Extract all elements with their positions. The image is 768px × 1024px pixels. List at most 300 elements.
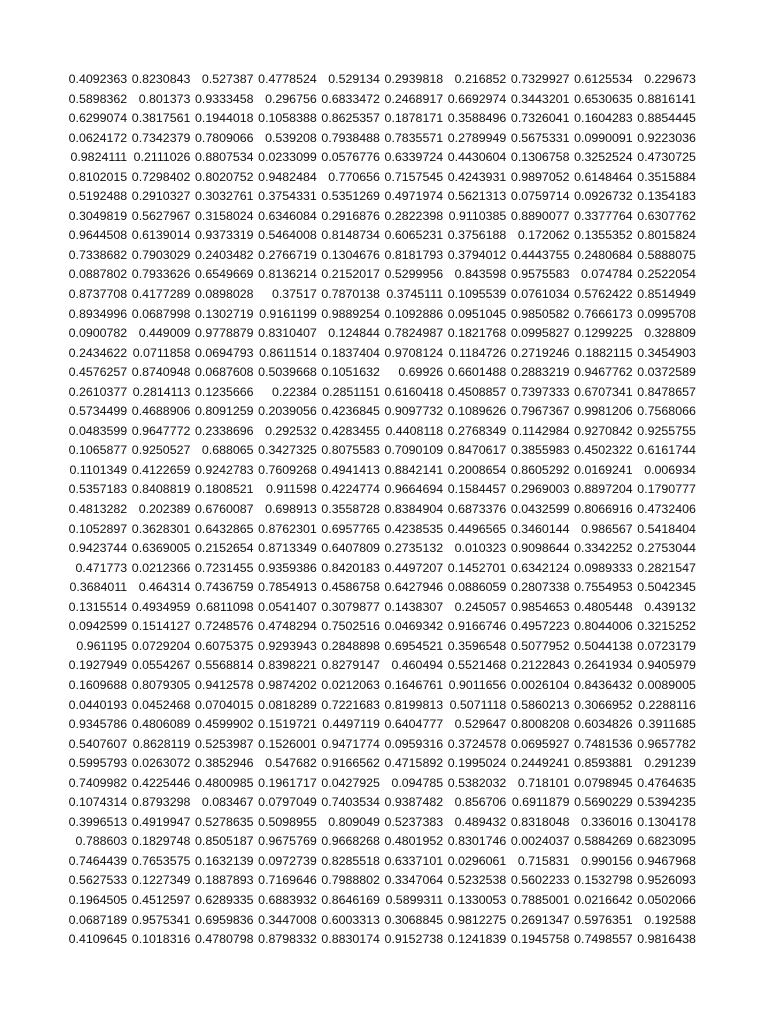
table-cell: 0.4225446 bbox=[131, 775, 191, 790]
table-cell: 0.4092363 bbox=[68, 72, 128, 86]
table-cell: 0.9812275 bbox=[447, 912, 507, 927]
table-cell: 0.8091259 bbox=[194, 404, 254, 419]
table-cell: 0.6034826 bbox=[574, 717, 633, 732]
table-cell: 0.688065 bbox=[201, 443, 254, 458]
table-cell: 0.0995708 bbox=[637, 306, 696, 321]
table-cell: 0.8181793 bbox=[384, 247, 444, 262]
table-cell: 0.6299074 bbox=[68, 111, 128, 126]
table-cell: 0.6811098 bbox=[195, 599, 254, 614]
table-cell: 0.8008208 bbox=[510, 717, 570, 732]
table-cell: 0.8793298 bbox=[131, 795, 191, 810]
table-cell: 0.1315514 bbox=[68, 599, 128, 614]
table-cell: 0.2916876 bbox=[321, 208, 380, 223]
table-cell: 0.5762422 bbox=[574, 287, 633, 302]
table-cell: 0.4224774 bbox=[321, 482, 380, 497]
table-cell: 0.6339724 bbox=[384, 150, 444, 165]
table-cell: 0.1306758 bbox=[510, 150, 570, 165]
table-cell: 0.1065877 bbox=[68, 443, 128, 458]
table-cell: 0.6139014 bbox=[131, 228, 191, 243]
table-cell: 0.8020752 bbox=[194, 169, 254, 184]
table-cell: 0.8514949 bbox=[637, 287, 696, 302]
table-row bbox=[64, 578, 696, 598]
table-cell: 0.3215252 bbox=[637, 619, 696, 634]
table-cell: 0.8279147 bbox=[321, 658, 380, 673]
table-cell: 0.3443201 bbox=[510, 91, 570, 106]
table-cell: 0.7903029 bbox=[131, 247, 191, 262]
table-cell: 0.074784 bbox=[581, 267, 633, 282]
table-cell: 0.4512597 bbox=[131, 892, 191, 907]
table-cell: 0.0694793 bbox=[194, 345, 254, 360]
table-row bbox=[64, 871, 696, 891]
table-cell: 0.1878171 bbox=[384, 111, 444, 126]
table-cell: 0.2848898 bbox=[321, 638, 380, 653]
table-cell: 0.0541407 bbox=[258, 599, 317, 614]
table-cell: 0.5278635 bbox=[194, 814, 254, 829]
table-cell: 0.1821768 bbox=[447, 326, 507, 341]
table-cell: 0.7502516 bbox=[321, 619, 380, 634]
table-cell: 0.5237383 bbox=[384, 814, 444, 829]
table-cell: 0.9664694 bbox=[384, 482, 444, 497]
table-cell: 0.4957223 bbox=[510, 619, 570, 634]
table-cell: 0.7988802 bbox=[321, 873, 380, 888]
table-cell: 0.9373319 bbox=[194, 228, 254, 243]
table-cell: 0.6404777 bbox=[384, 717, 444, 732]
table-cell: 0.0972739 bbox=[258, 853, 317, 868]
table-cell: 0.8310407 bbox=[258, 326, 317, 341]
table-row bbox=[64, 187, 696, 207]
table-cell: 0.6161744 bbox=[637, 443, 696, 458]
table-cell: 0.4688906 bbox=[131, 404, 191, 419]
table-cell: 0.1995024 bbox=[447, 756, 507, 771]
table-cell: 0.1604283 bbox=[574, 111, 633, 126]
table-cell: 0.4586758 bbox=[321, 580, 380, 595]
table-cell: 0.4236845 bbox=[321, 404, 380, 419]
table-cell: 0.0440193 bbox=[68, 697, 128, 712]
table-cell: 0.8646169 bbox=[321, 892, 380, 907]
table-cell: 0.336016 bbox=[581, 814, 633, 829]
table-cell: 0.6342124 bbox=[510, 560, 570, 575]
table-cell: 0.0995827 bbox=[510, 326, 570, 341]
table-cell: 0.5621313 bbox=[447, 189, 507, 204]
table-cell: 0.202389 bbox=[138, 502, 191, 517]
table-cell: 0.229673 bbox=[644, 72, 696, 86]
table-cell: 0.0296061 bbox=[447, 853, 507, 868]
table-cell: 0.9778879 bbox=[194, 326, 254, 341]
table-cell: 0.6707341 bbox=[574, 384, 633, 399]
table-cell: 0.8611514 bbox=[259, 345, 317, 360]
table-cell: 0.5253987 bbox=[194, 736, 254, 751]
table-cell: 0.961195 bbox=[76, 638, 128, 653]
table-cell: 0.1829748 bbox=[131, 834, 191, 849]
table-cell: 0.3347064 bbox=[384, 873, 444, 888]
table-cell: 0.7933626 bbox=[131, 267, 191, 282]
table-cell: 0.0212063 bbox=[321, 677, 380, 692]
table-cell: 0.0233099 bbox=[258, 150, 317, 165]
table-cell: 0.1184726 bbox=[448, 345, 507, 360]
table-cell: 0.9471774 bbox=[321, 736, 380, 751]
table-cell: 0.0798945 bbox=[574, 775, 633, 790]
table-row bbox=[64, 852, 696, 872]
table-cell: 0.6407809 bbox=[321, 541, 380, 556]
table-cell: 0.0898028 bbox=[194, 287, 254, 302]
table-cell: 0.3252524 bbox=[574, 150, 633, 165]
table-row bbox=[64, 70, 696, 90]
table-cell: 0.6601488 bbox=[447, 365, 507, 380]
table-row bbox=[64, 422, 696, 442]
table-cell: 0.8737708 bbox=[68, 287, 128, 302]
table-cell: 0.2768349 bbox=[447, 423, 507, 438]
table-cell: 0.4732406 bbox=[637, 502, 696, 517]
table-cell: 0.529647 bbox=[454, 717, 507, 732]
table-cell: 0.856706 bbox=[454, 795, 507, 810]
table-cell: 0.8285518 bbox=[321, 853, 380, 868]
table-cell: 0.6432865 bbox=[194, 521, 254, 536]
table-cell: 0.3049819 bbox=[68, 208, 128, 223]
table-row bbox=[64, 226, 696, 246]
table-cell: 0.990156 bbox=[581, 853, 633, 868]
table-cell: 0.7498557 bbox=[574, 932, 633, 947]
table-cell: 0.0554267 bbox=[131, 658, 191, 673]
table-cell: 0.7824987 bbox=[384, 326, 444, 341]
table-cell: 0.1927949 bbox=[68, 658, 128, 673]
table-cell: 0.3794012 bbox=[447, 247, 507, 262]
table-cell: 0.2814113 bbox=[132, 384, 191, 399]
table-cell: 0.3427325 bbox=[258, 443, 317, 458]
table-cell: 0.9467762 bbox=[574, 365, 633, 380]
table-cell: 0.9708124 bbox=[384, 345, 444, 360]
table-row bbox=[64, 793, 696, 813]
table-cell: 0.9850582 bbox=[510, 306, 570, 321]
table-cell: 0.5382032 bbox=[447, 775, 507, 790]
table-cell: 0.2403482 bbox=[194, 247, 254, 262]
table-row bbox=[64, 774, 696, 794]
table-cell: 0.0687189 bbox=[68, 912, 128, 927]
table-cell: 0.5888075 bbox=[637, 247, 696, 262]
table-cell: 0.1790777 bbox=[637, 482, 696, 497]
table-cell: 0.2434622 bbox=[68, 345, 128, 360]
table-cell: 0.2122843 bbox=[510, 658, 570, 673]
table-cell: 0.3454903 bbox=[637, 345, 696, 360]
table-cell: 0.3628301 bbox=[131, 521, 191, 536]
table-cell: 0.4238535 bbox=[384, 521, 444, 536]
table-cell: 0.7409982 bbox=[68, 775, 128, 790]
table-cell: 0.801373 bbox=[138, 91, 191, 106]
table-row bbox=[64, 891, 696, 911]
table-cell: 0.4576257 bbox=[68, 365, 128, 380]
table-cell: 0.1632139 bbox=[194, 853, 254, 868]
table-cell: 0.1837404 bbox=[321, 345, 380, 360]
table-cell: 0.3558728 bbox=[321, 502, 380, 517]
table-cell: 0.296756 bbox=[265, 91, 317, 106]
table-cell: 0.9161199 bbox=[259, 306, 317, 321]
table-cell: 0.245057 bbox=[454, 599, 507, 614]
table-cell: 0.3079877 bbox=[321, 599, 380, 614]
table-cell: 0.9644508 bbox=[68, 228, 128, 243]
table-cell: 0.0483599 bbox=[68, 423, 128, 438]
table-cell: 0.3588496 bbox=[447, 111, 507, 126]
table-cell: 0.1526001 bbox=[258, 736, 317, 751]
table-cell: 0.6549669 bbox=[194, 267, 254, 282]
table-cell: 0.2338696 bbox=[194, 423, 254, 438]
table-cell: 0.4971974 bbox=[384, 189, 444, 204]
table-cell: 0.3756188 bbox=[447, 228, 507, 243]
table-cell: 0.4800985 bbox=[194, 775, 254, 790]
table-cell: 0.2822398 bbox=[384, 208, 444, 223]
table-cell: 0.0887802 bbox=[68, 267, 128, 282]
table-cell: 0.6369005 bbox=[131, 541, 191, 556]
table-cell: 0.8044006 bbox=[574, 619, 633, 634]
table-cell: 0.9242783 bbox=[194, 462, 254, 477]
table-cell: 0.7221683 bbox=[321, 697, 380, 712]
table-cell: 0.4283455 bbox=[321, 423, 380, 438]
table-cell: 0.9575583 bbox=[510, 267, 570, 282]
table-cell: 0.1532798 bbox=[574, 873, 633, 888]
table-cell: 0.7854913 bbox=[258, 580, 317, 595]
table-row bbox=[64, 930, 696, 950]
table-cell: 0.6911879 bbox=[511, 795, 570, 810]
table-cell: 0.2522054 bbox=[637, 267, 696, 282]
table-cell: 0.3855983 bbox=[510, 443, 570, 458]
table-cell: 0.7464439 bbox=[68, 853, 128, 868]
table-cell: 0.0089005 bbox=[637, 677, 696, 692]
table-cell: 0.4109645 bbox=[68, 932, 128, 947]
table-cell: 0.4941413 bbox=[321, 462, 380, 477]
table-cell: 0.3852946 bbox=[194, 756, 254, 771]
table-cell: 0.7169646 bbox=[258, 873, 317, 888]
table-cell: 0.5899311 bbox=[385, 892, 444, 907]
table-cell: 0.7157545 bbox=[384, 169, 444, 184]
table-cell: 0.0469342 bbox=[384, 619, 444, 634]
table-cell: 0.7835571 bbox=[384, 130, 444, 145]
table-cell: 0.4764635 bbox=[637, 775, 696, 790]
table-cell: 0.0432599 bbox=[510, 502, 570, 517]
table-cell: 0.5568814 bbox=[194, 658, 254, 673]
table-row bbox=[64, 637, 696, 657]
table-cell: 0.010323 bbox=[454, 541, 507, 556]
table-cell: 0.4730725 bbox=[637, 150, 696, 165]
table-cell: 0.3377764 bbox=[574, 208, 633, 223]
table-cell: 0.5351269 bbox=[321, 189, 380, 204]
table-cell: 0.547682 bbox=[265, 756, 317, 771]
table-cell: 0.3724578 bbox=[447, 736, 507, 751]
table-cell: 0.8713349 bbox=[258, 541, 317, 556]
table-row bbox=[64, 559, 696, 579]
table-cell: 0.2851151 bbox=[322, 384, 380, 399]
table-cell: 0.0926732 bbox=[574, 189, 633, 204]
table-cell: 0.6692974 bbox=[447, 91, 507, 106]
table-cell: 0.0427925 bbox=[321, 775, 380, 790]
table-cell: 0.8625357 bbox=[321, 111, 380, 126]
table-cell: 0.7338682 bbox=[68, 247, 128, 262]
table-row bbox=[64, 715, 696, 735]
table-cell: 0.8470617 bbox=[447, 443, 507, 458]
table-row bbox=[64, 461, 696, 481]
table-cell: 0.1330053 bbox=[447, 892, 507, 907]
table-cell: 0.8593881 bbox=[574, 756, 633, 771]
table-cell: 0.0026104 bbox=[510, 677, 570, 692]
table-cell: 0.1961717 bbox=[258, 775, 317, 790]
table-cell: 0.7231455 bbox=[194, 560, 254, 575]
table-cell: 0.8079305 bbox=[131, 677, 191, 692]
table-cell: 0.0263072 bbox=[131, 756, 191, 771]
table-cell: 0.5357183 bbox=[68, 482, 128, 497]
table-cell: 0.5418404 bbox=[637, 521, 696, 536]
table-cell: 0.6530635 bbox=[574, 91, 633, 106]
table-cell: 0.5192488 bbox=[68, 189, 128, 204]
table-cell: 0.4496565 bbox=[447, 521, 507, 536]
number-table bbox=[64, 70, 696, 950]
table-cell: 0.8398221 bbox=[258, 658, 317, 673]
table-row bbox=[64, 265, 696, 285]
table-cell: 0.4805448 bbox=[574, 599, 633, 614]
table-cell: 0.843598 bbox=[454, 267, 507, 282]
table-cell: 0.0951045 bbox=[447, 306, 507, 321]
table-cell: 0.7403534 bbox=[321, 795, 380, 810]
table-cell: 0.2468917 bbox=[384, 91, 444, 106]
table-cell: 0.1051632 bbox=[321, 365, 380, 380]
table-row bbox=[64, 285, 696, 305]
table-cell: 0.9166562 bbox=[321, 756, 380, 771]
table-row bbox=[64, 520, 696, 540]
table-cell: 0.2610377 bbox=[68, 384, 128, 399]
table-cell: 0.6065231 bbox=[384, 228, 444, 243]
table-row bbox=[64, 539, 696, 559]
table-cell: 0.8148734 bbox=[321, 228, 380, 243]
table-cell: 0.0989333 bbox=[574, 560, 633, 575]
table-cell: 0.439132 bbox=[644, 599, 696, 614]
table-cell: 0.3068845 bbox=[384, 912, 444, 927]
table-cell: 0.2691347 bbox=[510, 912, 570, 927]
table-cell: 0.5077952 bbox=[510, 638, 570, 653]
table-cell: 0.094785 bbox=[391, 775, 444, 790]
table-cell: 0.7967367 bbox=[510, 404, 570, 419]
table-cell: 0.8798332 bbox=[258, 932, 317, 947]
table-cell: 0.37517 bbox=[271, 287, 317, 302]
table-cell: 0.1074314 bbox=[68, 795, 128, 810]
table-cell: 0.7248576 bbox=[194, 619, 254, 634]
table-cell: 0.1438307 bbox=[384, 599, 444, 614]
table-cell: 0.6833472 bbox=[321, 91, 380, 106]
table-cell: 0.0990091 bbox=[574, 130, 633, 145]
table-row bbox=[64, 383, 696, 403]
table-cell: 0.4177289 bbox=[131, 287, 191, 302]
table-row bbox=[64, 402, 696, 422]
table-cell: 0.0024037 bbox=[510, 834, 570, 849]
table-cell: 0.8408819 bbox=[131, 482, 191, 497]
table-cell: 0.7568066 bbox=[637, 404, 696, 419]
table-cell: 0.172062 bbox=[517, 228, 570, 243]
table-cell: 0.0169241 bbox=[574, 462, 633, 477]
table-cell: 0.4443755 bbox=[510, 247, 570, 262]
table-cell: 0.1944018 bbox=[194, 111, 254, 126]
table-row bbox=[64, 656, 696, 676]
table-cell: 0.8199813 bbox=[384, 697, 444, 712]
table-cell: 0.0695927 bbox=[510, 736, 570, 751]
table-row bbox=[64, 676, 696, 696]
table-cell: 0.4813282 bbox=[68, 502, 128, 517]
table-cell: 0.4497207 bbox=[384, 560, 444, 575]
table-cell: 0.292532 bbox=[265, 423, 317, 438]
table-cell: 0.0452468 bbox=[131, 697, 191, 712]
table-cell: 0.489432 bbox=[454, 814, 507, 829]
table-cell: 0.4780798 bbox=[194, 932, 254, 947]
table-cell: 0.4408118 bbox=[385, 423, 444, 438]
table-cell: 0.9405979 bbox=[637, 658, 696, 673]
table-cell: 0.1945758 bbox=[510, 932, 570, 947]
table-cell: 0.7870138 bbox=[321, 287, 380, 302]
table-cell: 0.9223036 bbox=[637, 130, 696, 145]
table-cell: 0.0886059 bbox=[447, 580, 507, 595]
table-cell: 0.1095539 bbox=[447, 287, 507, 302]
table-cell: 0.9270842 bbox=[574, 423, 633, 438]
table-cell: 0.1092886 bbox=[384, 306, 444, 321]
table-cell: 0.5071118 bbox=[449, 697, 507, 712]
table-cell: 0.9854653 bbox=[510, 599, 570, 614]
table-cell: 0.527387 bbox=[201, 72, 254, 86]
table-cell: 0.539208 bbox=[265, 130, 317, 145]
table-cell: 0.2641934 bbox=[574, 658, 633, 673]
table-row bbox=[64, 441, 696, 461]
table-cell: 0.1052897 bbox=[68, 521, 128, 536]
table-cell: 0.9011656 bbox=[448, 677, 507, 692]
table-cell: 0.8015824 bbox=[637, 228, 696, 243]
table-row bbox=[64, 735, 696, 755]
table-row bbox=[64, 911, 696, 931]
table-cell: 0.5521468 bbox=[447, 658, 507, 673]
table-cell: 0.7885001 bbox=[510, 892, 570, 907]
table-cell: 0.698913 bbox=[265, 502, 317, 517]
table-cell: 0.1964505 bbox=[68, 892, 128, 907]
table-cell: 0.0624172 bbox=[68, 130, 128, 145]
table-cell: 0.9482484 bbox=[258, 169, 317, 184]
table-cell: 0.2008654 bbox=[447, 462, 507, 477]
table-cell: 0.1452701 bbox=[447, 560, 507, 575]
table-cell: 0.3745111 bbox=[386, 287, 444, 302]
table-cell: 0.7329927 bbox=[510, 72, 570, 86]
table-cell: 0.3754331 bbox=[258, 189, 317, 204]
table-cell: 0.9668268 bbox=[321, 834, 380, 849]
table-cell: 0.8318048 bbox=[510, 814, 570, 829]
table-cell: 0.2719246 bbox=[510, 345, 570, 360]
table-cell: 0.6427946 bbox=[384, 580, 444, 595]
table-cell: 0.3342252 bbox=[574, 541, 633, 556]
table-cell: 0.5039668 bbox=[258, 365, 317, 380]
table-cell: 0.8301746 bbox=[447, 834, 507, 849]
table-cell: 0.4122659 bbox=[131, 462, 191, 477]
table-cell: 0.0576776 bbox=[321, 150, 380, 165]
table-cell: 0.9423744 bbox=[68, 541, 128, 556]
table-cell: 0.1241839 bbox=[447, 932, 507, 947]
table-cell: 0.6289335 bbox=[194, 892, 254, 907]
table-cell: 0.2152654 bbox=[194, 541, 254, 556]
table-cell: 0.4715892 bbox=[384, 756, 444, 771]
table-cell: 0.192588 bbox=[644, 912, 696, 927]
table-cell: 0.7481536 bbox=[574, 736, 633, 751]
table-cell: 0.4430604 bbox=[447, 150, 507, 165]
table-cell: 0.471773 bbox=[75, 560, 128, 575]
table-row bbox=[64, 109, 696, 129]
table-cell: 0.9097732 bbox=[384, 404, 444, 419]
table-row bbox=[64, 363, 696, 383]
table-cell: 0.7298402 bbox=[131, 169, 191, 184]
table-cell: 0.5675331 bbox=[510, 130, 570, 145]
table-cell: 0.2753044 bbox=[637, 541, 696, 556]
table-cell: 0.69926 bbox=[398, 365, 444, 380]
table-cell: 0.9675769 bbox=[258, 834, 317, 849]
table-cell: 0.0729204 bbox=[131, 638, 191, 653]
table-cell: 0.4934959 bbox=[131, 599, 191, 614]
table-row bbox=[64, 148, 696, 168]
